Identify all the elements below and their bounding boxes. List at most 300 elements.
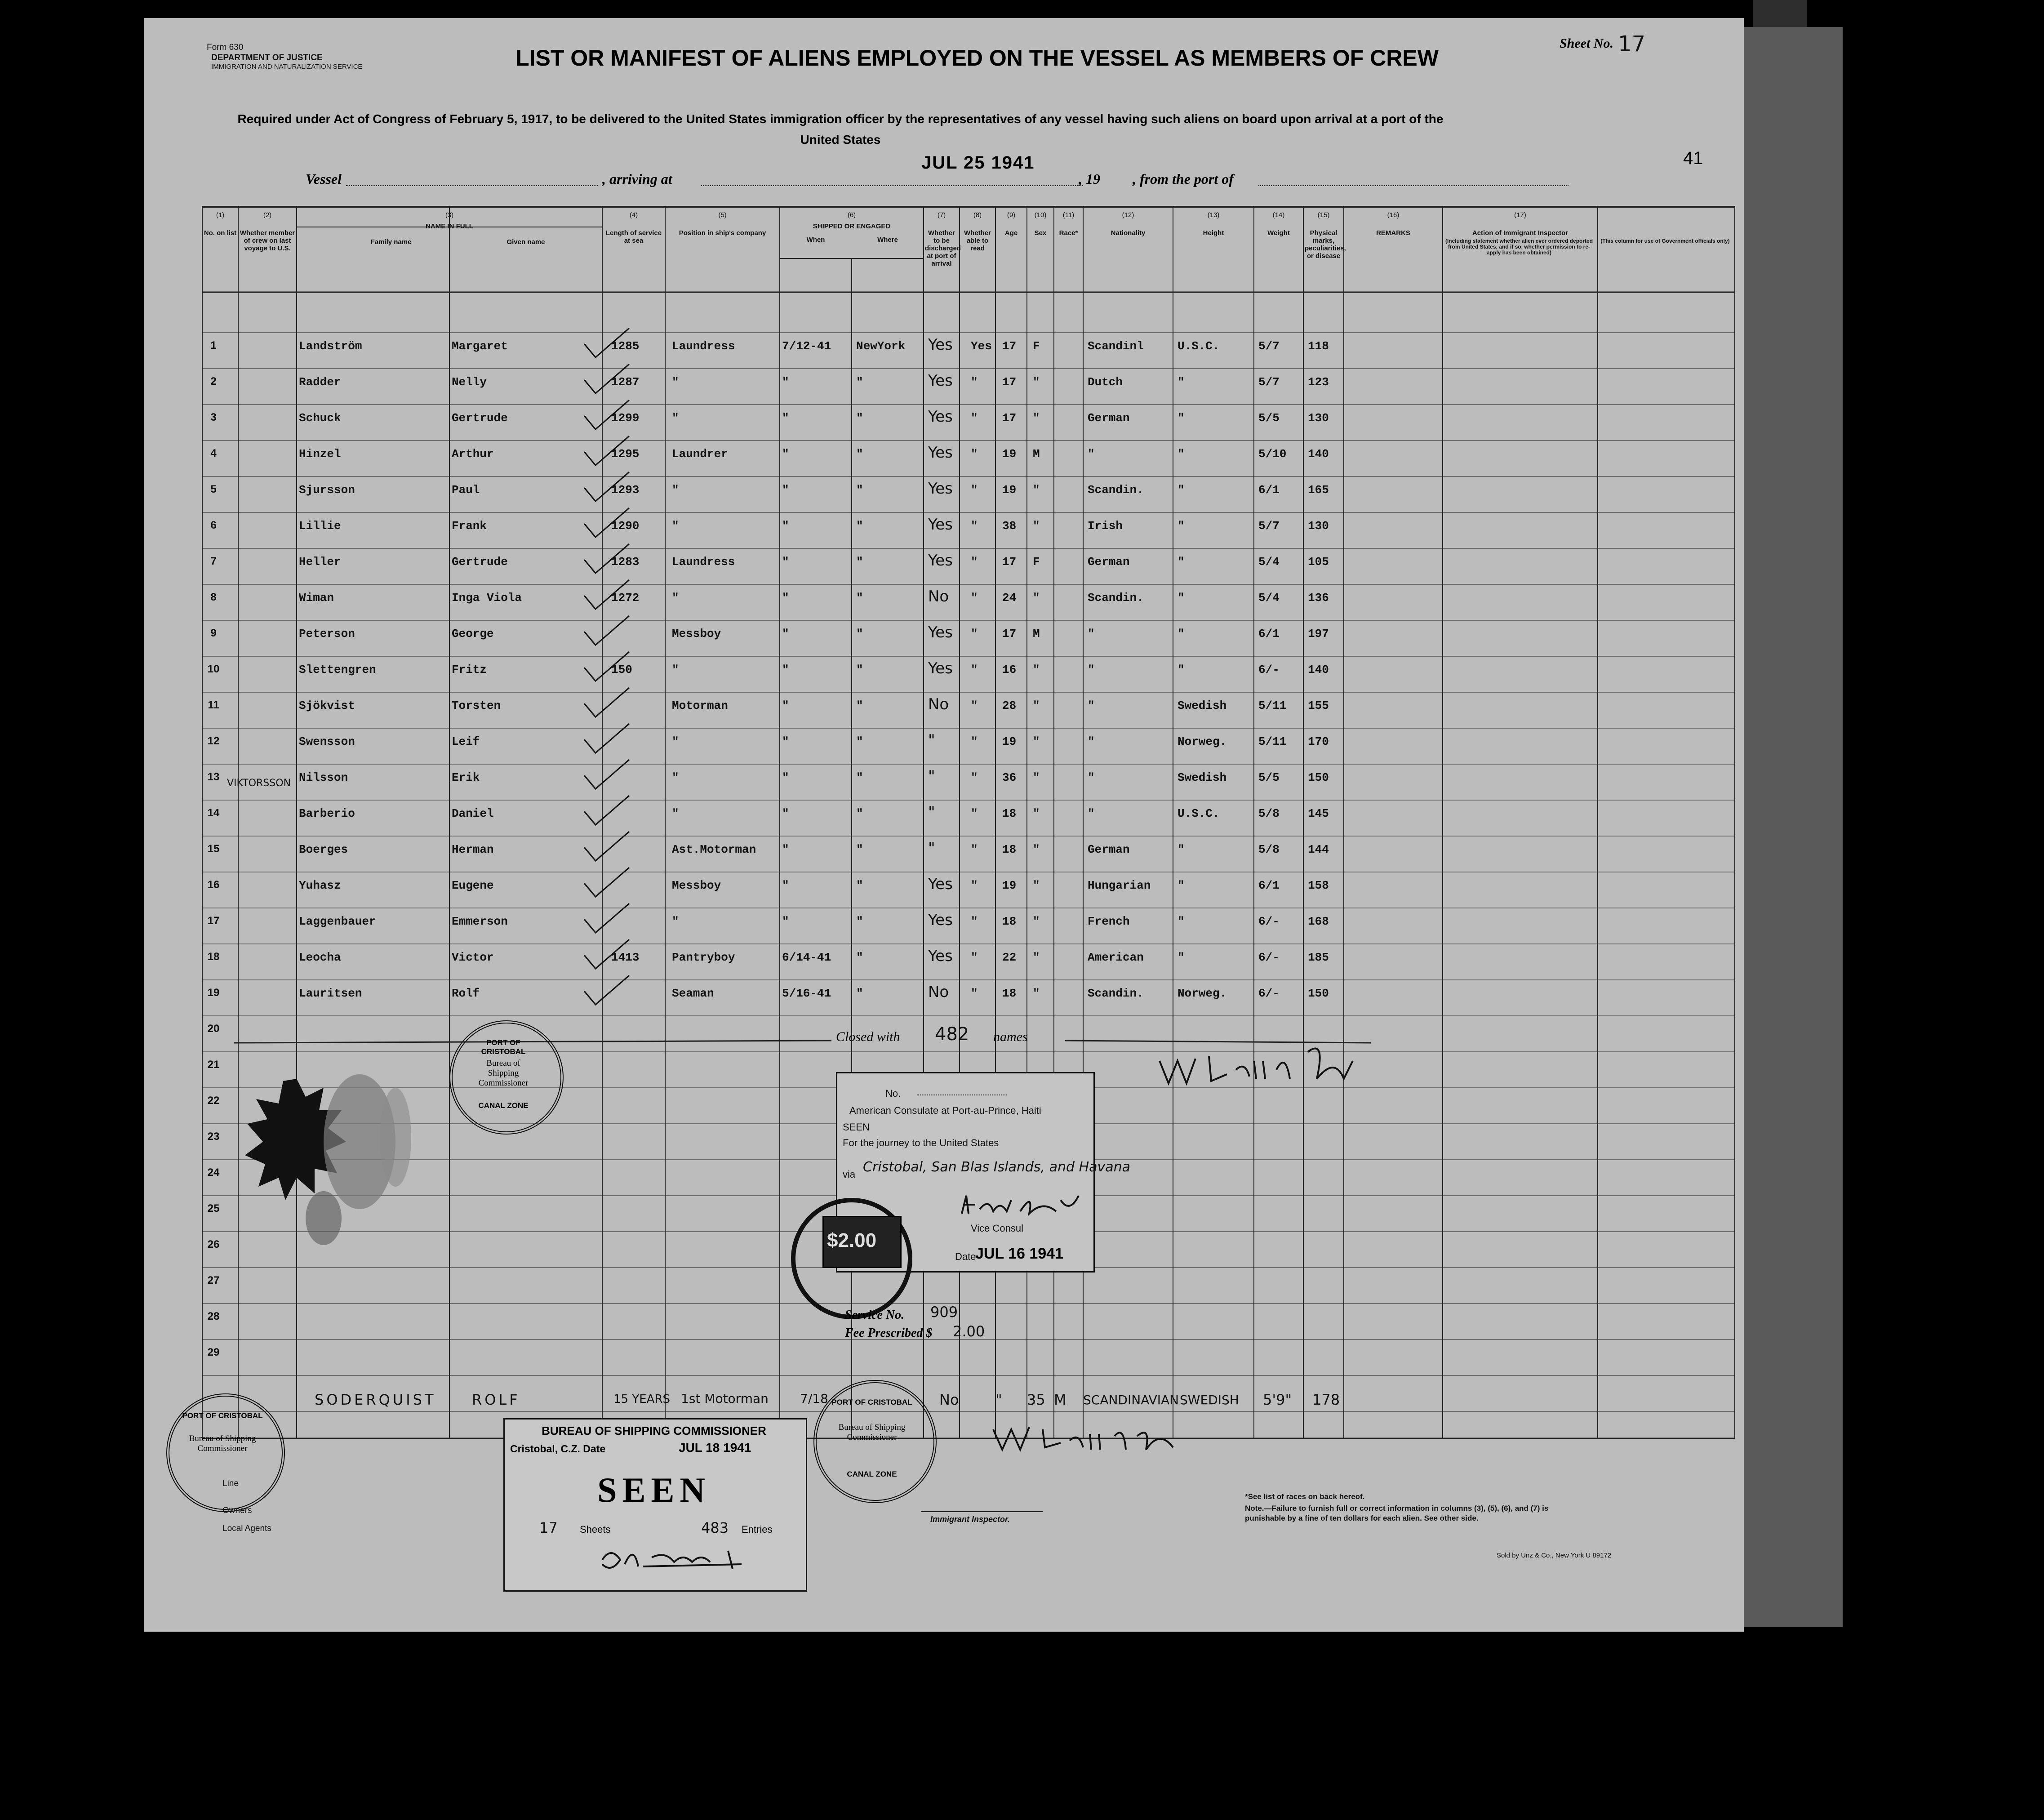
consulate-date-label: Date: [955, 1251, 976, 1262]
check-mark-icon: [580, 829, 634, 865]
cell-family: Slettengren: [299, 663, 376, 676]
column-number-16: (16): [1387, 211, 1400, 219]
line-number: 22: [207, 1095, 220, 1107]
cell-no: 19: [207, 987, 220, 999]
cell-race: Scandinl: [1088, 339, 1144, 353]
cell-no: 17: [207, 915, 220, 927]
cell-weight: 140: [1308, 663, 1329, 676]
bureau-sheets-label: Sheets: [580, 1524, 611, 1535]
cell-height: 5/11: [1258, 735, 1287, 748]
cell-height: 5/10: [1258, 447, 1287, 461]
cristobal-stamp-top-text: PORT OF CRISTOBAL: [481, 1038, 526, 1056]
closed-with-label: Closed with: [836, 1029, 900, 1044]
column-number-17: (17): [1514, 211, 1526, 219]
cell-discharge: Yes: [928, 372, 953, 390]
cell-discharge: Yes: [928, 444, 953, 462]
line-number: 27: [207, 1274, 220, 1286]
cell-given: George: [452, 627, 494, 641]
cell-family: Sjökvist: [299, 699, 355, 712]
check-mark-icon: [580, 578, 634, 614]
consulate-no-label: No.: [885, 1088, 901, 1099]
cell-when: ": [782, 915, 789, 928]
cell-read: ": [971, 843, 978, 856]
cell-where: ": [856, 699, 863, 712]
year-label: , 19: [1079, 171, 1100, 187]
bureau-signature: [593, 1542, 764, 1578]
cell-position: ": [672, 411, 679, 425]
cell-race: Scandin.: [1088, 987, 1144, 1000]
cell-family: Yuhasz: [299, 879, 341, 892]
cell-no: 8: [210, 591, 217, 603]
cell-when: ": [782, 843, 789, 856]
cell-sex: ": [1033, 699, 1040, 712]
cell-when: ": [782, 411, 789, 425]
cell-service: 1285: [611, 339, 640, 353]
cell-where: ": [856, 771, 863, 784]
cell-service: 1295: [611, 447, 640, 461]
extra-age: 35: [1027, 1391, 1045, 1408]
column-header-16: REMARKS: [1376, 229, 1410, 237]
footer-note-races: *See list of races on back hereof.: [1245, 1492, 1365, 1501]
cell-when: ": [782, 519, 789, 533]
line-number: 25: [207, 1202, 220, 1215]
check-mark-icon: [580, 937, 634, 973]
cell-given: Rolf: [452, 987, 480, 1000]
cell-nationality: ": [1178, 843, 1185, 856]
cell-when: 7/12-41: [782, 339, 831, 353]
cell-discharge: ": [928, 803, 935, 821]
cell-family: Laggenbauer: [299, 915, 376, 928]
check-mark-icon: [580, 398, 634, 434]
subheader-given-name: Given name: [507, 238, 545, 246]
cell-nationality: ": [1178, 411, 1185, 425]
cell-position: ": [672, 915, 679, 928]
cell-when: ": [782, 807, 789, 820]
extra-sex: M: [1054, 1391, 1066, 1408]
consulate-line: American Consulate at Port-au-Prince, Haiti: [849, 1105, 1041, 1116]
cell-weight: 118: [1308, 339, 1329, 353]
cell-age: 17: [1002, 555, 1017, 569]
cell-sex: ": [1033, 591, 1040, 605]
check-mark-icon: [580, 506, 634, 542]
cristobal-stamp-top-bottom: CANAL ZONE: [478, 1101, 529, 1110]
cell-no: 3: [210, 411, 217, 423]
cell-family: Lillie: [299, 519, 341, 533]
cell-age: 18: [1002, 987, 1017, 1000]
cell-no: 7: [210, 555, 217, 567]
cell-no: 1: [210, 339, 217, 352]
cell-read: ": [971, 375, 978, 389]
cell-age: 19: [1002, 735, 1017, 748]
cell-age: 18: [1002, 807, 1017, 820]
cell-nationality: ": [1178, 915, 1185, 928]
cell-race: French: [1088, 915, 1130, 928]
cell-read: ": [971, 735, 978, 748]
cell-nationality: Norweg.: [1178, 735, 1227, 748]
cell-race: Hungarian: [1088, 879, 1151, 892]
cell-read: ": [971, 771, 978, 784]
cell-family: Lauritsen: [299, 987, 362, 1000]
cell-when: ": [782, 447, 789, 461]
check-mark-icon: [580, 326, 634, 362]
cell-where: ": [856, 375, 863, 389]
check-mark-icon: [580, 470, 634, 506]
cell-when: ": [782, 483, 789, 497]
line-number: 23: [207, 1130, 220, 1143]
cell-no: 11: [208, 699, 219, 711]
cell-no: 10: [207, 663, 220, 675]
extra-weight: 178: [1312, 1391, 1340, 1408]
cell-family: Nilsson: [299, 771, 348, 784]
cell-nationality: ": [1178, 519, 1185, 533]
cristobal-stamp-bl-top: PORT OF CRISTOBAL: [182, 1411, 263, 1420]
extra-read: ": [995, 1391, 1002, 1408]
cell-sex: F: [1033, 339, 1040, 353]
cell-height: 5/8: [1258, 807, 1280, 820]
cell-weight: 158: [1308, 879, 1329, 892]
cell-family: Landström: [299, 339, 362, 353]
cell-weight: 155: [1308, 699, 1329, 712]
cell-given: Leif: [452, 735, 480, 748]
cell-race: ": [1088, 771, 1095, 784]
cell-age: 18: [1002, 915, 1017, 928]
cell-position: Messboy: [672, 879, 721, 892]
column-header-2: Whether member of crew on last voyage to U.S.: [240, 229, 295, 252]
cell-given: Gertrude: [452, 411, 508, 425]
cell-height: 5/11: [1258, 699, 1287, 712]
cell-given: Inga Viola: [452, 591, 522, 605]
line-number: 28: [207, 1310, 220, 1322]
consulate-journey: For the journey to the United States: [843, 1137, 999, 1148]
check-mark-icon: [580, 793, 634, 829]
cell-given: Daniel: [452, 807, 494, 820]
footer-line-label: Line: [222, 1479, 239, 1488]
cell-sex: M: [1033, 447, 1040, 461]
cell-sex: ": [1033, 987, 1040, 1000]
cell-given: Erik: [452, 771, 480, 784]
column-number-7: (7): [937, 211, 946, 219]
cell-where: ": [856, 627, 863, 641]
cell-family: Sjursson: [299, 483, 355, 497]
footer-owners-label: Owners: [222, 1506, 252, 1515]
cell-where: ": [856, 915, 863, 928]
cell-sex: F: [1033, 555, 1040, 569]
cell-read: ": [971, 591, 978, 605]
cell-weight: 150: [1308, 771, 1329, 784]
cell-weight: 150: [1308, 987, 1329, 1000]
footer-printer: Sold by Unz & Co., New York U 89172: [1497, 1552, 1612, 1559]
footer-agents-label: Local Agents: [222, 1524, 271, 1533]
cell-age: 17: [1002, 627, 1017, 641]
consulate-via-label: via: [843, 1169, 856, 1180]
line-number: 21: [207, 1059, 220, 1071]
cell-family: Peterson: [299, 627, 355, 641]
cristobal-stamp-bm-top: PORT OF CRISTOBAL: [831, 1398, 912, 1406]
cell-service: 1299: [611, 411, 640, 425]
cell-given: Paul: [452, 483, 480, 497]
inspector-line: [921, 1511, 1043, 1512]
cell-discharge: Yes: [928, 336, 953, 354]
cell-family: Leocha: [299, 951, 341, 964]
column-header-15: Physical marks, peculiarities, or disease: [1305, 229, 1346, 260]
cell-height: 6/-: [1258, 987, 1280, 1000]
cell-family: Boerges: [299, 843, 348, 856]
cell-given: Frank: [452, 519, 487, 533]
cell-discharge: Yes: [928, 552, 953, 570]
cell-position: ": [672, 807, 679, 820]
extra-service: 15 YEARS: [613, 1393, 671, 1406]
cell-family: Hinzel: [299, 447, 341, 461]
cell-discharge: Yes: [928, 659, 953, 677]
cell-where: ": [856, 807, 863, 820]
cell-read: ": [971, 483, 978, 497]
fee-prescribed-value: 2.00: [953, 1323, 985, 1340]
service-no-value: 909: [930, 1304, 958, 1321]
line-number: 24: [207, 1166, 220, 1179]
cell-race: ": [1088, 735, 1095, 748]
cell-where: ": [856, 663, 863, 676]
line-number: 20: [207, 1023, 220, 1035]
check-mark-icon: [580, 757, 634, 793]
cell-discharge: Yes: [928, 623, 953, 641]
column-number-14: (14): [1272, 211, 1285, 219]
bureau-seen: SEEN: [597, 1470, 711, 1509]
bureau-place: Cristobal, C.Z. Date: [510, 1443, 606, 1455]
cell-weight: 185: [1308, 951, 1329, 964]
cell-nationality: Swedish: [1178, 699, 1227, 712]
cell-when: 5/16-41: [782, 987, 831, 1000]
bureau-date: JUL 18 1941: [679, 1441, 751, 1455]
column-number-1: (1): [216, 211, 225, 219]
cell-discharge: Yes: [928, 516, 953, 534]
extra-nationality: SWEDISH: [1180, 1393, 1239, 1407]
cell-where: ": [856, 843, 863, 856]
cell-no: 12: [207, 735, 220, 747]
cell-position: Ast.Motorman: [672, 843, 756, 856]
column-header-1: No. on list: [204, 229, 237, 237]
line-number: 29: [207, 1346, 220, 1358]
cell-height: 5/5: [1258, 771, 1280, 784]
extra-position: 1st Motorman: [681, 1391, 769, 1406]
cell-read: ": [971, 411, 978, 425]
cell-height: 6/-: [1258, 951, 1280, 964]
cell-weight: 168: [1308, 915, 1329, 928]
cell-weight: 145: [1308, 807, 1329, 820]
cell-age: 17: [1002, 411, 1017, 425]
cell-discharge: Yes: [928, 408, 953, 426]
cell-no: 4: [210, 447, 217, 459]
cristobal-stamp-top-middle: Bureau of Shipping Commissioner: [478, 1059, 529, 1088]
cell-age: 16: [1002, 663, 1017, 676]
check-mark-icon: [580, 434, 634, 470]
cell-no: 9: [210, 627, 217, 639]
cell-where: ": [856, 951, 863, 964]
cell-given: Emmerson: [452, 915, 508, 928]
arrival-date-stamp: JUL 25 1941: [921, 153, 1035, 173]
cell-sex: ": [1033, 915, 1040, 928]
cell-position: Laundress: [672, 339, 735, 353]
cell-sex: ": [1033, 771, 1040, 784]
cell-given: Nelly: [452, 375, 487, 389]
page-subtitle: Required under Act of Congress of February 5, 1917, to be delivered to the United States immigration officer by the representatives of any vessel having such aliens on board upon arrival at a port of the United States: [237, 112, 1444, 147]
cell-age: 19: [1002, 447, 1017, 461]
column-header-17: Action of Immigrant Inspector: [1472, 229, 1569, 237]
cell-when: ": [782, 735, 789, 748]
check-mark-icon: [580, 685, 634, 721]
column-number-11: (11): [1062, 211, 1075, 219]
cell-service: 150: [611, 663, 632, 676]
cell-where: ": [856, 879, 863, 892]
bureau-title: BUREAU OF SHIPPING COMMISSIONER: [542, 1424, 766, 1437]
cell-race: Scandin.: [1088, 591, 1144, 605]
cell-nationality: ": [1178, 951, 1185, 964]
subheader-family-name: Family name: [370, 238, 412, 246]
form-number: Form 630: [207, 43, 244, 52]
cell-discharge: Yes: [928, 947, 953, 965]
bureau-entries-label: Entries: [742, 1524, 773, 1535]
cell-age: 19: [1002, 879, 1017, 892]
cell-when: ": [782, 879, 789, 892]
cell-age: 17: [1002, 339, 1017, 353]
cell-given: Arthur: [452, 447, 494, 461]
cell-service: 1290: [611, 519, 640, 533]
cell-weight: 144: [1308, 843, 1329, 856]
column-number-3: (3): [445, 211, 454, 219]
cell-race: ": [1088, 807, 1095, 820]
cell-height: 6/1: [1258, 627, 1280, 641]
cell-no: 15: [207, 843, 220, 855]
cell-discharge: Yes: [928, 480, 953, 498]
cell-family: Swensson: [299, 735, 355, 748]
cell-race: Irish: [1088, 519, 1123, 533]
cell-no: 5: [210, 483, 217, 495]
extra-race: SCANDINAVIAN: [1083, 1393, 1179, 1407]
cell-read: ": [971, 627, 978, 641]
embossed-seal-smudge: [243, 1070, 445, 1259]
column-header-7: Whether to be discharged at port of arrival: [925, 229, 961, 267]
subheader-action-note: (This column for use of Government officials only): [1600, 238, 1730, 244]
cell-where: ": [856, 987, 863, 1000]
cell-read: ": [971, 987, 978, 1000]
cell-race: Dutch: [1088, 375, 1123, 389]
extra-discharge: No: [939, 1391, 959, 1408]
cell-age: 36: [1002, 771, 1017, 784]
cell-height: 5/5: [1258, 411, 1280, 425]
check-mark-icon: [580, 865, 634, 901]
cell-race: German: [1088, 411, 1130, 425]
cell-given: Torsten: [452, 699, 501, 712]
column-header-4: Length of service at sea: [605, 229, 662, 245]
cell-when: ": [782, 555, 789, 569]
extra-family-name: SODERQUIST: [315, 1391, 436, 1408]
subheader-remarks-note: (Including statement whether alien ever ordered deported from United States, and if so, whether permission to re-apply has been obtained): [1445, 238, 1593, 256]
cell-height: 6/-: [1258, 915, 1280, 928]
column-number-9: (9): [1007, 211, 1016, 219]
column-header-6: SHIPPED OR ENGAGED: [813, 222, 891, 230]
cell-when: ": [782, 663, 789, 676]
cell-service: 1272: [611, 591, 640, 605]
cell-age: 17: [1002, 375, 1017, 389]
cell-age: 19: [1002, 483, 1017, 497]
cell-position: ": [672, 483, 679, 497]
column-header-11: Race*: [1059, 229, 1078, 237]
cell-where: ": [856, 483, 863, 497]
sheet-number: 17: [1618, 31, 1646, 57]
check-mark-icon: [580, 973, 634, 1009]
cell-age: 24: [1002, 591, 1017, 605]
cell-height: 6/1: [1258, 879, 1280, 892]
vessel-label: Vessel: [306, 171, 342, 187]
bureau-sheets-count: 17: [539, 1519, 558, 1536]
cell-where: ": [856, 735, 863, 748]
cell-service: 1413: [611, 951, 640, 964]
cell-sex: ": [1033, 483, 1040, 497]
cell-discharge: Yes: [928, 875, 953, 893]
cell-given: Victor: [452, 951, 494, 964]
service-no-label: Service No.: [845, 1308, 905, 1322]
consulate-via-value: Cristobal, San Blas Islands, and Havana: [863, 1159, 1131, 1175]
cell-where: ": [856, 447, 863, 461]
cell-discharge: ": [928, 731, 935, 749]
cell-height: 5/7: [1258, 375, 1280, 389]
cell-read: ": [971, 951, 978, 964]
cell-sex: ": [1033, 843, 1040, 856]
cell-height: 5/4: [1258, 555, 1280, 569]
column-header-3: NAME IN FULL: [426, 222, 473, 230]
column-header-13: Height: [1203, 229, 1224, 237]
cell-when: ": [782, 375, 789, 389]
cell-age: 18: [1002, 843, 1017, 856]
cell-service: 1283: [611, 555, 640, 569]
cell-sex: ": [1033, 375, 1040, 389]
fee-stamp-value: $2.00: [827, 1229, 877, 1251]
cell-read: ": [971, 663, 978, 676]
cell-sex: ": [1033, 807, 1040, 820]
cell-position: Motorman: [672, 699, 728, 712]
vice-consul-signature: [957, 1191, 1092, 1223]
cell-when: ": [782, 627, 789, 641]
sheet-label: Sheet No.: [1560, 36, 1613, 51]
subheader-when: When: [806, 236, 825, 244]
cell-family: Barberio: [299, 807, 355, 820]
cell-height: 5/7: [1258, 519, 1280, 533]
cell-race: ": [1088, 627, 1095, 641]
check-mark-icon: [580, 362, 634, 398]
cell-sex: ": [1033, 663, 1040, 676]
cell-height: 6/-: [1258, 663, 1280, 676]
cell-where: ": [856, 411, 863, 425]
cell-given: Margaret: [452, 339, 508, 353]
cell-weight: 197: [1308, 627, 1329, 641]
cell-sex: ": [1033, 519, 1040, 533]
cell-where: NewYork: [856, 339, 906, 353]
cell-nationality: ": [1178, 375, 1185, 389]
cristobal-stamp-bl-middle: Bureau of Shipping Commissioner: [189, 1434, 256, 1453]
cell-no: 14: [207, 807, 220, 819]
cell-position: ": [672, 771, 679, 784]
column-header-14: Weight: [1267, 229, 1290, 237]
cristobal-stamp-bm-bottom: CANAL ZONE: [847, 1470, 897, 1478]
check-mark-icon: [580, 542, 634, 578]
cell-race: ": [1088, 699, 1095, 712]
department-label: DEPARTMENT OF JUSTICE: [211, 53, 323, 62]
column-number-8: (8): [973, 211, 982, 219]
consulate-date-value: JUL 16 1941: [975, 1245, 1063, 1262]
cell-race: Scandin.: [1088, 483, 1144, 497]
cell-position: ": [672, 591, 679, 605]
cell-position: ": [672, 375, 679, 389]
cell-age: 38: [1002, 519, 1017, 533]
